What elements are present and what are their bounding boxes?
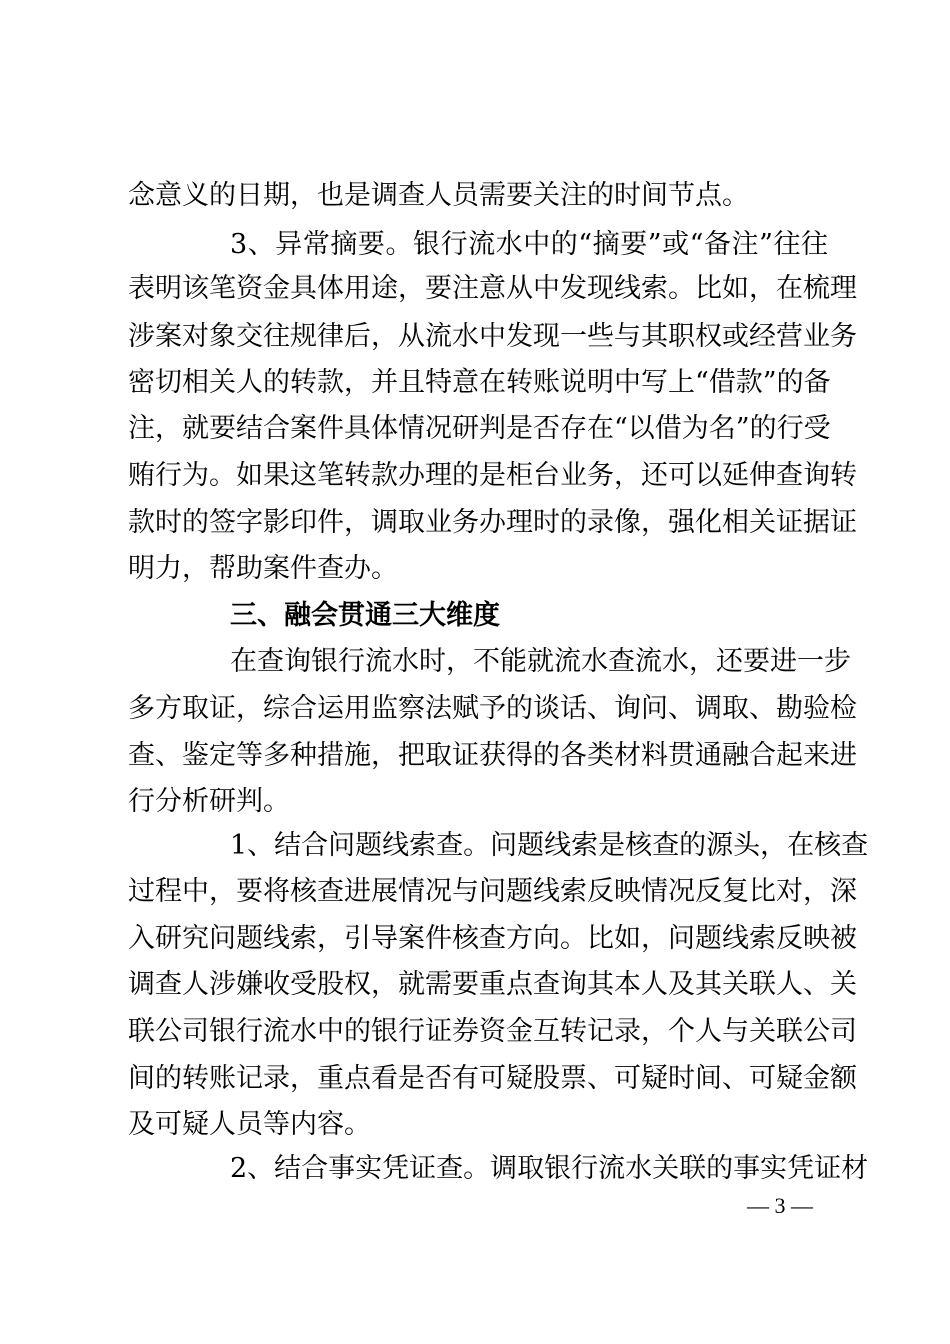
text-line: 2、结合事实凭证查。调取银行流水关联的事实凭证材 (230, 1153, 869, 1184)
text-line: 联公司银行流水中的银行证券资金互转记录，个人与关联公司 (128, 1016, 857, 1047)
text-line: 明力，帮助案件查办。 (128, 553, 398, 584)
text-line: 行分析研判。 (128, 786, 290, 817)
section-heading: 三、融会贯通三大维度 (230, 600, 500, 631)
text-line: 念意义的日期，也是调查人员需要关注的时间节点。 (128, 180, 749, 211)
text-line: 在查询银行流水时，不能就流水查流水，还要进一步 (230, 646, 851, 677)
text-line: 贿行为。如果这笔转款办理的是柜台业务，还可以延伸查询转 (128, 460, 857, 491)
text-line: 涉案对象交往规律后，从流水中发现一些与其职权或经营业务 (128, 321, 857, 352)
text-line: 过程中，要将核查进展情况与问题线索反映情况反复比对，深 (128, 876, 857, 907)
text-line: 款时的签字影印件，调取业务办理时的录像，强化相关证据证 (128, 507, 857, 538)
text-line: 及可疑人员等内容。 (128, 1109, 371, 1140)
text-line: 查、鉴定等多种措施，把取证获得的各类材料贯通融合起来进 (128, 740, 857, 771)
text-line: 表明该笔资金具体用途，要注意从中发现线索。比如，在梳理 (128, 273, 857, 304)
text-line: 入研究问题线索，引导案件核查方向。比如，问题线索反映被 (128, 923, 857, 954)
text-line: 3、异常摘要。银行流水中的“摘要”或“备注”往往 (230, 229, 828, 260)
text-line: 1、结合问题线索查。问题线索是核查的源头，在核查 (230, 830, 869, 861)
text-line: 间的转账记录，重点看是否有可疑股票、可疑时间、可疑金额 (128, 1063, 857, 1094)
text-line: 注，就要结合案件具体情况研判是否存在“以借为名”的行受 (128, 413, 831, 444)
text-line: 密切相关人的转款，并且特意在转账说明中写上“借款”的备 (128, 367, 831, 398)
text-line: 调查人涉嫌收受股权，就需要重点查询其本人及其关联人、关 (128, 969, 857, 1000)
text-line: 多方取证，综合运用监察法赋予的谈话、询问、调取、勘验检 (128, 693, 857, 724)
page-number: — 3 — (747, 1193, 813, 1218)
